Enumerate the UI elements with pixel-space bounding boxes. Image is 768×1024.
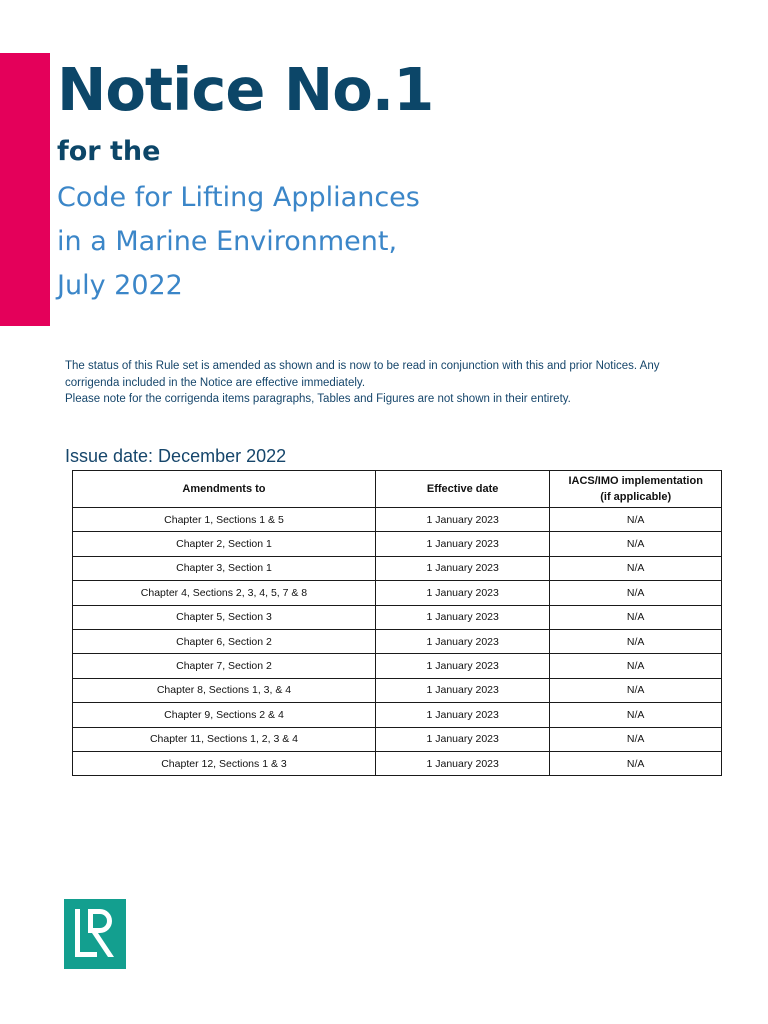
cell-effective-date: 1 January 2023 [375,678,549,702]
table-row [73,654,722,678]
table-row [73,629,722,653]
cell-amendment: Chapter 12, Sections 1 & 3 [73,751,376,775]
cell-amendment: Chapter 8, Sections 1, 3, & 4 [73,678,376,702]
column-header-effective-date: Effective date [375,471,549,508]
cell-effective-date: 1 January 2023 [375,581,549,605]
cell-effective-date: 1 January 2023 [375,532,549,556]
cell-effective-date: 1 January 2023 [375,556,549,580]
table-row [73,727,722,751]
accent-bar [0,53,50,326]
cell-implementation: N/A [550,508,722,532]
document-title [57,176,557,308]
cell-amendment: Chapter 4, Sections 2, 3, 4, 5, 7 & 8 [73,581,376,605]
cell-implementation: N/A [550,629,722,653]
table-row [73,556,722,580]
table-row [73,751,722,775]
page-subtitle: for the [57,136,161,167]
cell-effective-date: 1 January 2023 [375,508,549,532]
cell-amendment: Chapter 2, Section 1 [73,532,376,556]
cell-effective-date: 1 January 2023 [375,605,549,629]
cell-implementation: N/A [550,556,722,580]
cell-implementation: N/A [550,751,722,775]
cell-amendment: Chapter 7, Section 2 [73,654,376,678]
cell-implementation: N/A [550,605,722,629]
document-title-line: July 2022 [57,270,183,301]
table-row [73,581,722,605]
cell-implementation: N/A [550,654,722,678]
cell-implementation: N/A [550,678,722,702]
document-title-line: Code for Lifting Appliances [57,182,420,213]
column-header-implementation-line: (if applicable) [600,491,672,503]
issue-date: Issue date: December 2022 [65,446,287,466]
cell-effective-date: 1 January 2023 [375,703,549,727]
cell-amendment: Chapter 9, Sections 2 & 4 [73,703,376,727]
page-title: Notice No.1 [57,55,434,124]
cell-effective-date: 1 January 2023 [375,629,549,653]
cell-implementation: N/A [550,581,722,605]
amendments-table [72,470,722,776]
cell-amendment: Chapter 6, Section 2 [73,629,376,653]
cell-effective-date: 1 January 2023 [375,727,549,751]
cell-amendment: Chapter 3, Section 1 [73,556,376,580]
cell-implementation: N/A [550,727,722,751]
document-title-line: in a Marine Environment, [57,226,398,257]
cell-effective-date: 1 January 2023 [375,751,549,775]
intro-paragraph: The status of this Rule set is amended as shown and is now to be read in conjunction with this and prior Notices. Any corrigenda included in the Notice are effective immediately. [65,360,660,389]
lr-logo-icon [64,899,126,969]
cell-amendment: Chapter 11, Sections 1, 2, 3 & 4 [73,727,376,751]
column-header-implementation [550,471,722,508]
column-header-implementation-line: IACS/IMO implementation [568,475,703,487]
table-row [73,703,722,727]
intro-paragraph: Please note for the corrigenda items paragraphs, Tables and Figures are not shown in their entirety. [65,393,571,405]
table-row [73,508,722,532]
column-header-amendments: Amendments to [73,471,376,508]
table-row [73,605,722,629]
cell-effective-date: 1 January 2023 [375,654,549,678]
intro-text [65,358,715,408]
cell-implementation: N/A [550,703,722,727]
cell-amendment: Chapter 5, Section 3 [73,605,376,629]
cell-implementation: N/A [550,532,722,556]
table-row [73,678,722,702]
table-header-row [73,471,722,508]
table-row [73,532,722,556]
table-body [73,508,722,776]
cell-amendment: Chapter 1, Sections 1 & 5 [73,508,376,532]
